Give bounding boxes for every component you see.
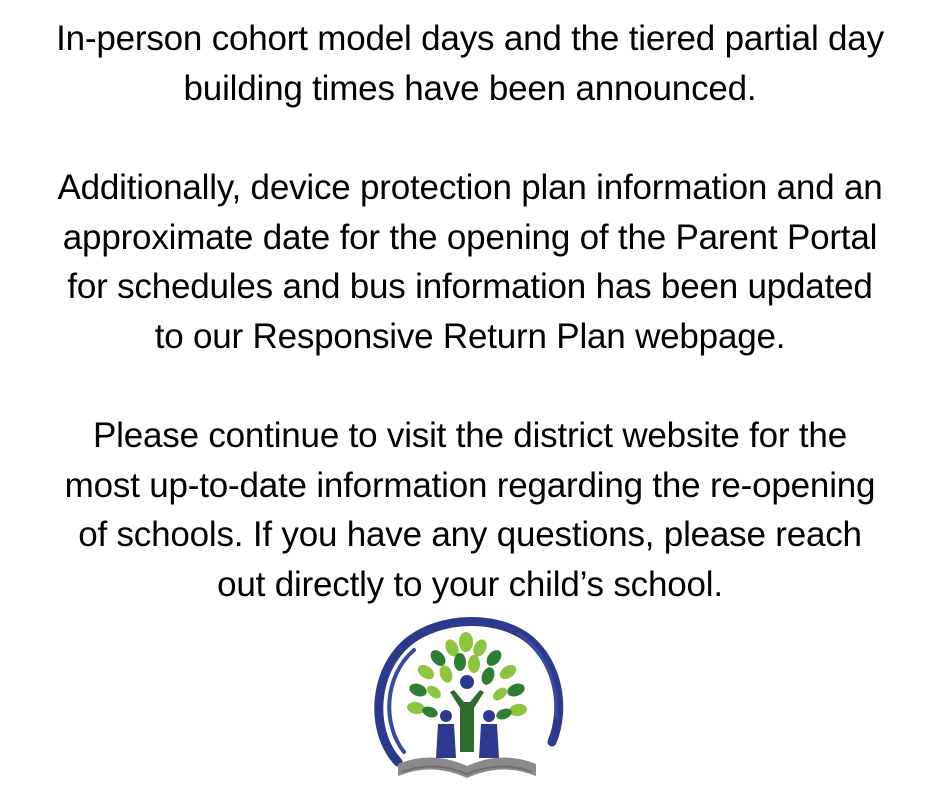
family-figures <box>436 675 499 758</box>
paragraph-device-protection <box>0 163 940 361</box>
text-line: building times have been announced. <box>183 68 757 108</box>
open-book <box>398 757 536 778</box>
tree-family-book-logo-icon <box>368 612 568 788</box>
text-line: Additionally, device protection plan information and an <box>57 168 883 207</box>
announcement-text <box>0 14 940 609</box>
text-line: In-person cohort model days and the tiered partial day <box>56 19 884 58</box>
paragraph-visit-website <box>0 411 940 609</box>
paragraph-cohort-announcement <box>0 14 940 113</box>
text-line: for schedules and bus information has been updated <box>67 267 873 306</box>
text-line: approximate date for the opening of the Parent Portal <box>62 217 878 257</box>
text-line: of schools. If you have any questions, please reach <box>78 515 862 554</box>
text-line: Please continue to visit the district website for the <box>93 416 847 455</box>
text-line: most up-to-date information regarding the re-opening <box>64 465 876 505</box>
text-line: out directly to your child’s school. <box>217 564 723 604</box>
text-line: to our Responsive Return Plan webpage. <box>154 316 786 356</box>
